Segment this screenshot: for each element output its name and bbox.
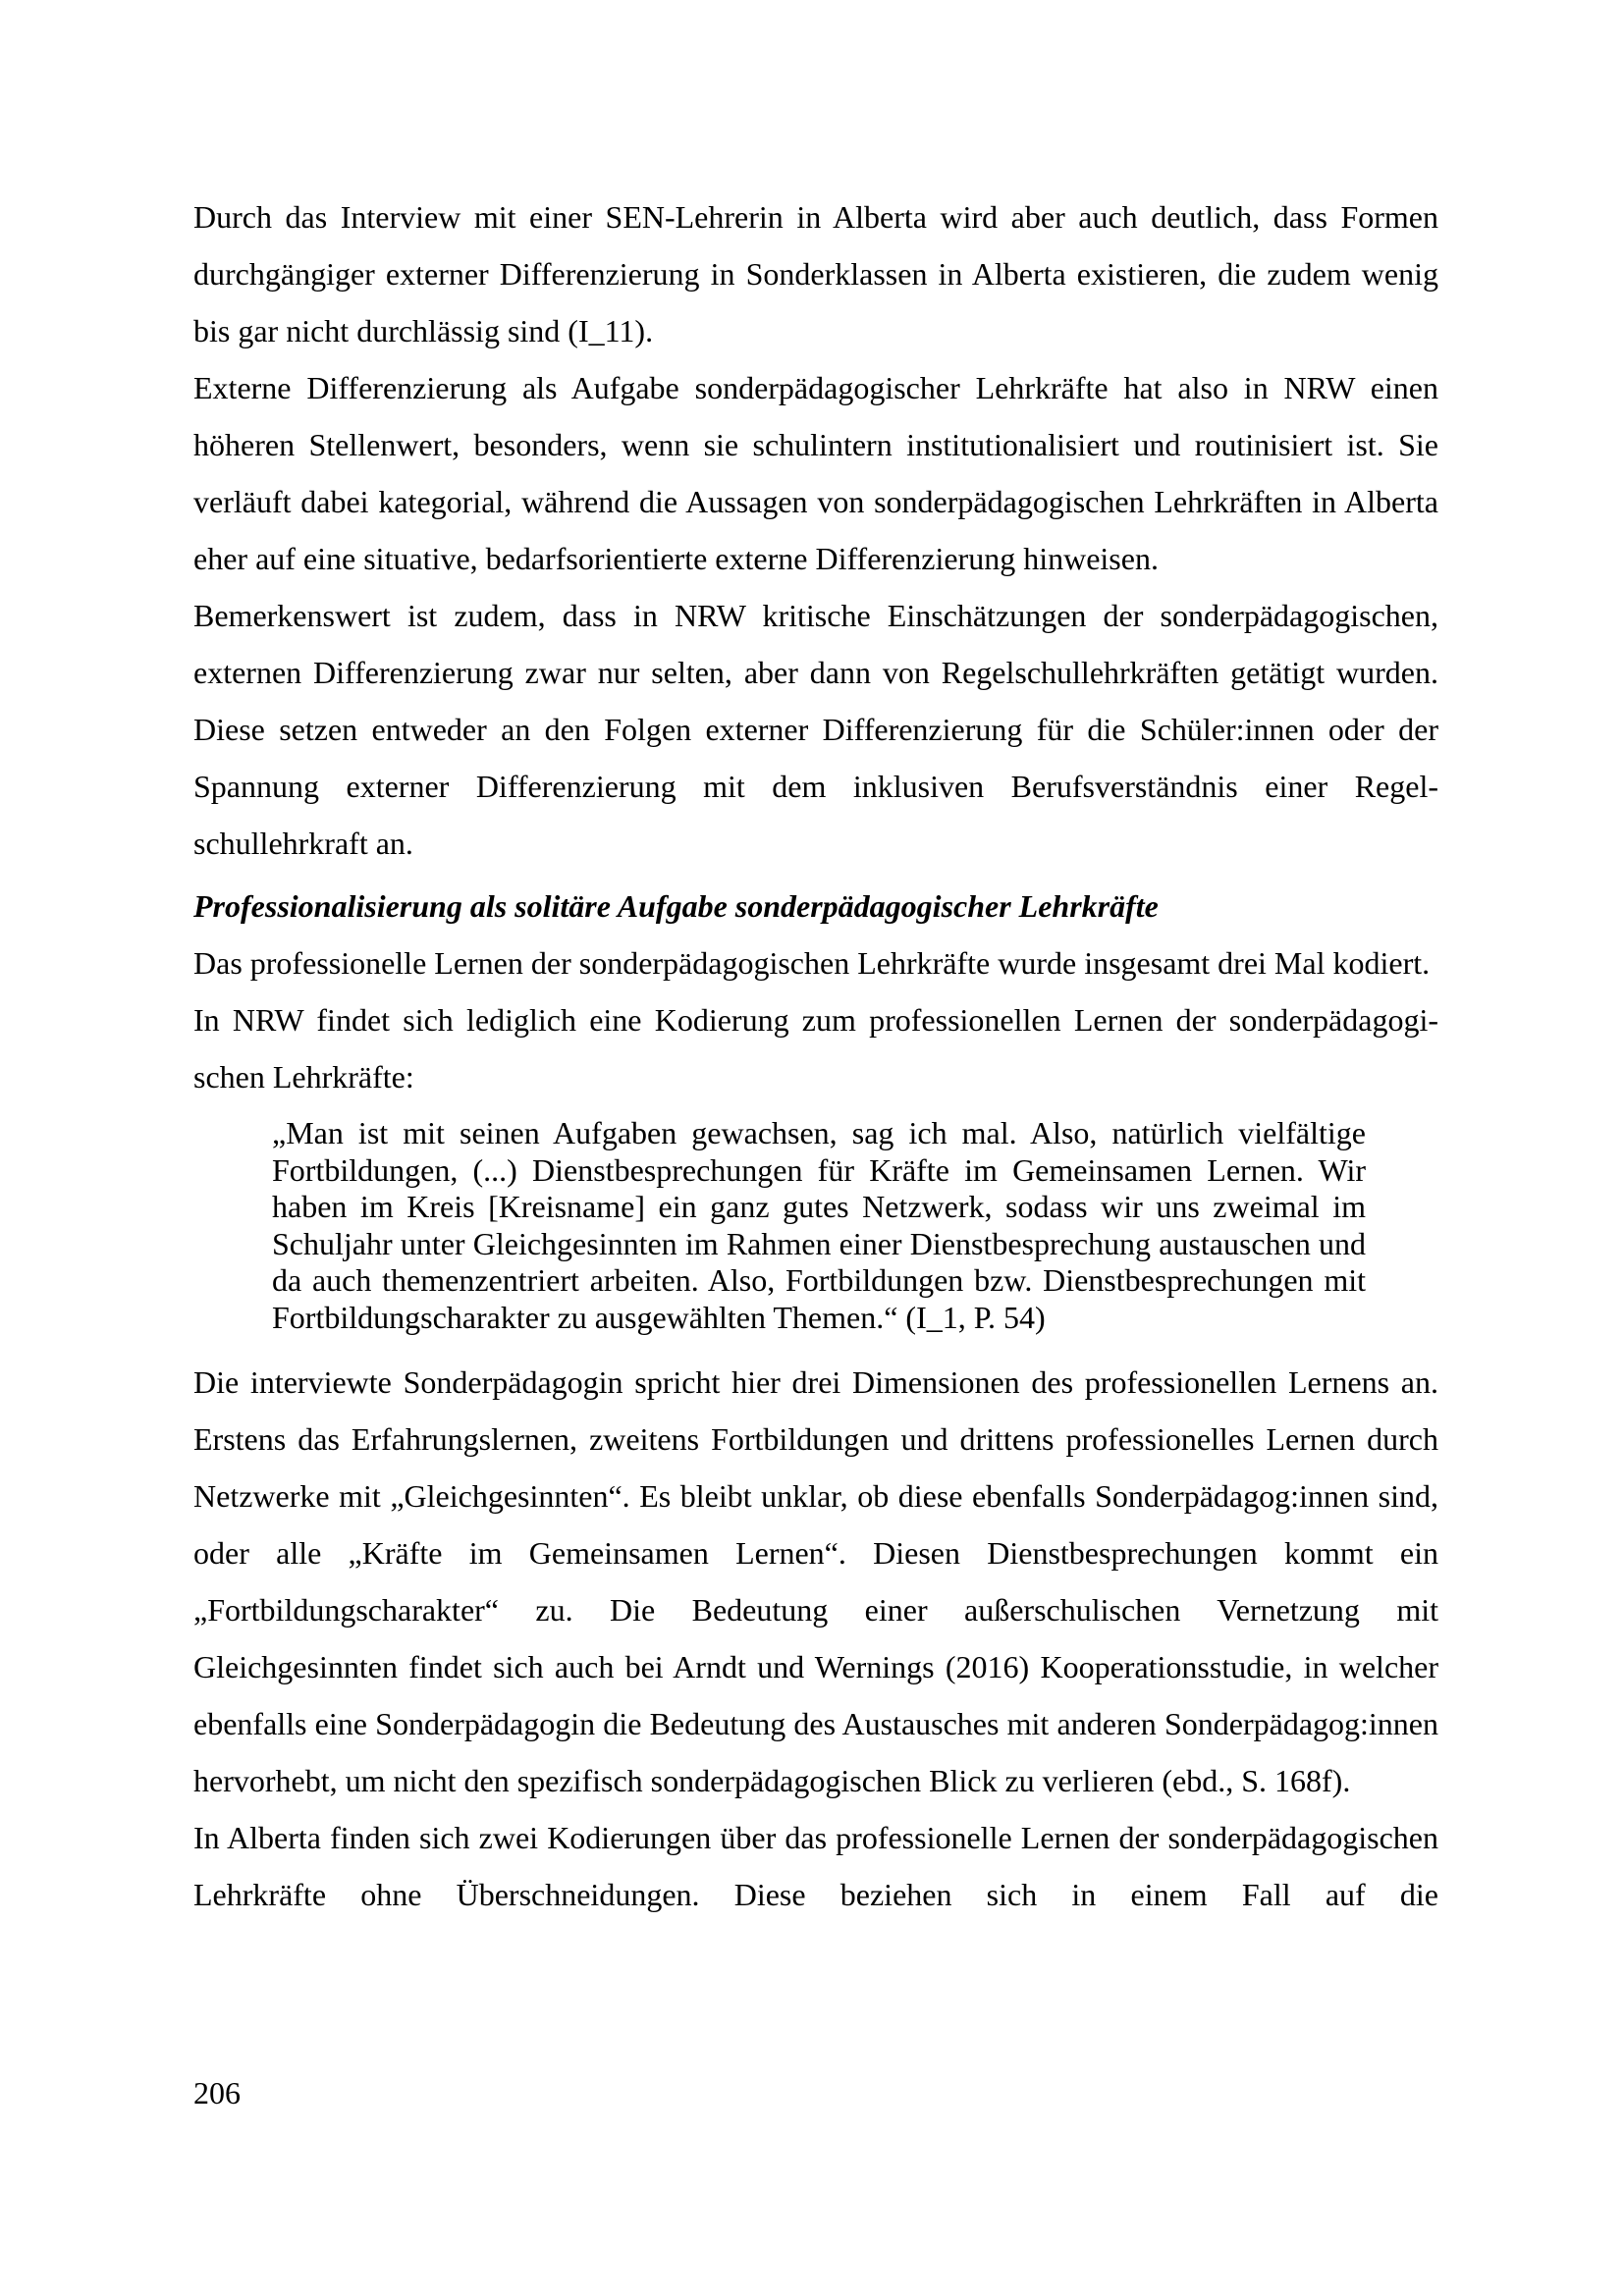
paragraph-nrw-coding: In NRW findet sich lediglich eine Kodierung zum professionellen Lernen der sonderpädagogischen Lehrkräfte:	[193, 1002, 1438, 1095]
paragraph-dimensions: Die interviewte Sonderpädagogin spricht hier drei Dimensionen des professionellen Lernens an. Erstens das Erfahrungslernen, zweitens Fortbildungen und drittens professionelles Lernen durch Netzwerke mit „Gleichgesinnten“. Es bleibt unklar, ob diese ebenfalls Sonderpädagog:innen sind, oder alle „Kräfte im Gemeinsamen Lernen“. Diesen Dienstbesprechungen kommt ein „Fortbildungscharakter“ zu. Die Bedeutung einer außerschulischen Vernetzung mit Gleichgesinnten findet sich auch bei Arndt und Wernings (2016) Kooperationsstudie, in welcher ebenfalls eine Sonderpädagogin die Bedeutung des Austausches mit anderen Sonderpädagog:innen hervorhebt, um nicht den spezifisch sonderpädagogischen Blick zu verlieren (ebd., S. 168f).	[193, 1364, 1438, 1798]
interview-quote: „Man ist mit seinen Aufgaben gewachsen, sag ich mal. Also, natürlich vielfältige Fortbildungen, (...) Dienstbesprechungen für Kräfte im Gemeinsamen Lernen. Wir haben im Kreis [Kreisname] ein ganz gutes Netzwerk, sodass wir uns zweimal im Schuljahr unter Gleichgesinnten im Rahmen einer Dienstbesprechung austauschen und da auch themenzentriert arbeiten. Also, Fortbildungen bzw. Dienstbesprechungen mit Fortbildungscharakter zu ausgewählten Themen.“ (I_1, P. 54)	[272, 1115, 1366, 1335]
section-heading: Professionalisierung als solitäre Aufgabe sonderpädagogischer Lehrkräfte	[193, 888, 1159, 924]
page-body	[193, 188, 1438, 1923]
page-number: 206	[193, 2075, 241, 2110]
paragraph-critical-assessments: Bemerkenswert ist zudem, dass in NRW kritische Einschätzungen der sonderpädagogischen, externen Differenzierung zwar nur selten, aber dann von Regelschullehrkräften getätigt wurden. Diese setzen entweder an den Folgen externer Differenzierung für die Schüler:innen oder der Spannung externer Differenzierung mit dem inklusiven Berufsverständnis einer Regelschullehrkraft an.	[193, 598, 1438, 861]
paragraph-external-differentiation: Externe Differenzierung als Aufgabe sonderpädagogischer Lehrkräfte hat also in NRW einen höheren Stellenwert, besonders, wenn sie schulintern institutionalisiert und routinisiert ist. Sie verläuft dabei kategorial, während die Aussagen von sonderpädagogischen Lehrkräften in Alberta eher auf eine situative, bedarfsorientierte externe Differenzierung hinweisen.	[193, 370, 1438, 576]
paragraph-alberta-coding: In Alberta finden sich zwei Kodierungen über das professionelle Lernen der sonderpädagogischen Lehrkräfte ohne Überschneidungen. Diese beziehen sich in einem Fall auf die	[193, 1820, 1438, 1912]
paragraph-professional-learning: Das professionelle Lernen der sonderpädagogischen Lehrkräfte wurde insgesamt drei Mal kodiert.	[193, 945, 1431, 981]
paragraph-sen-interview: Durch das Interview mit einer SEN-Lehrerin in Alberta wird aber auch deutlich, dass Formen durchgängiger externer Differenzierung in Sonderklassen in Alberta existieren, die zudem wenig bis gar nicht durchlässig sind (I_11).	[193, 199, 1438, 348]
